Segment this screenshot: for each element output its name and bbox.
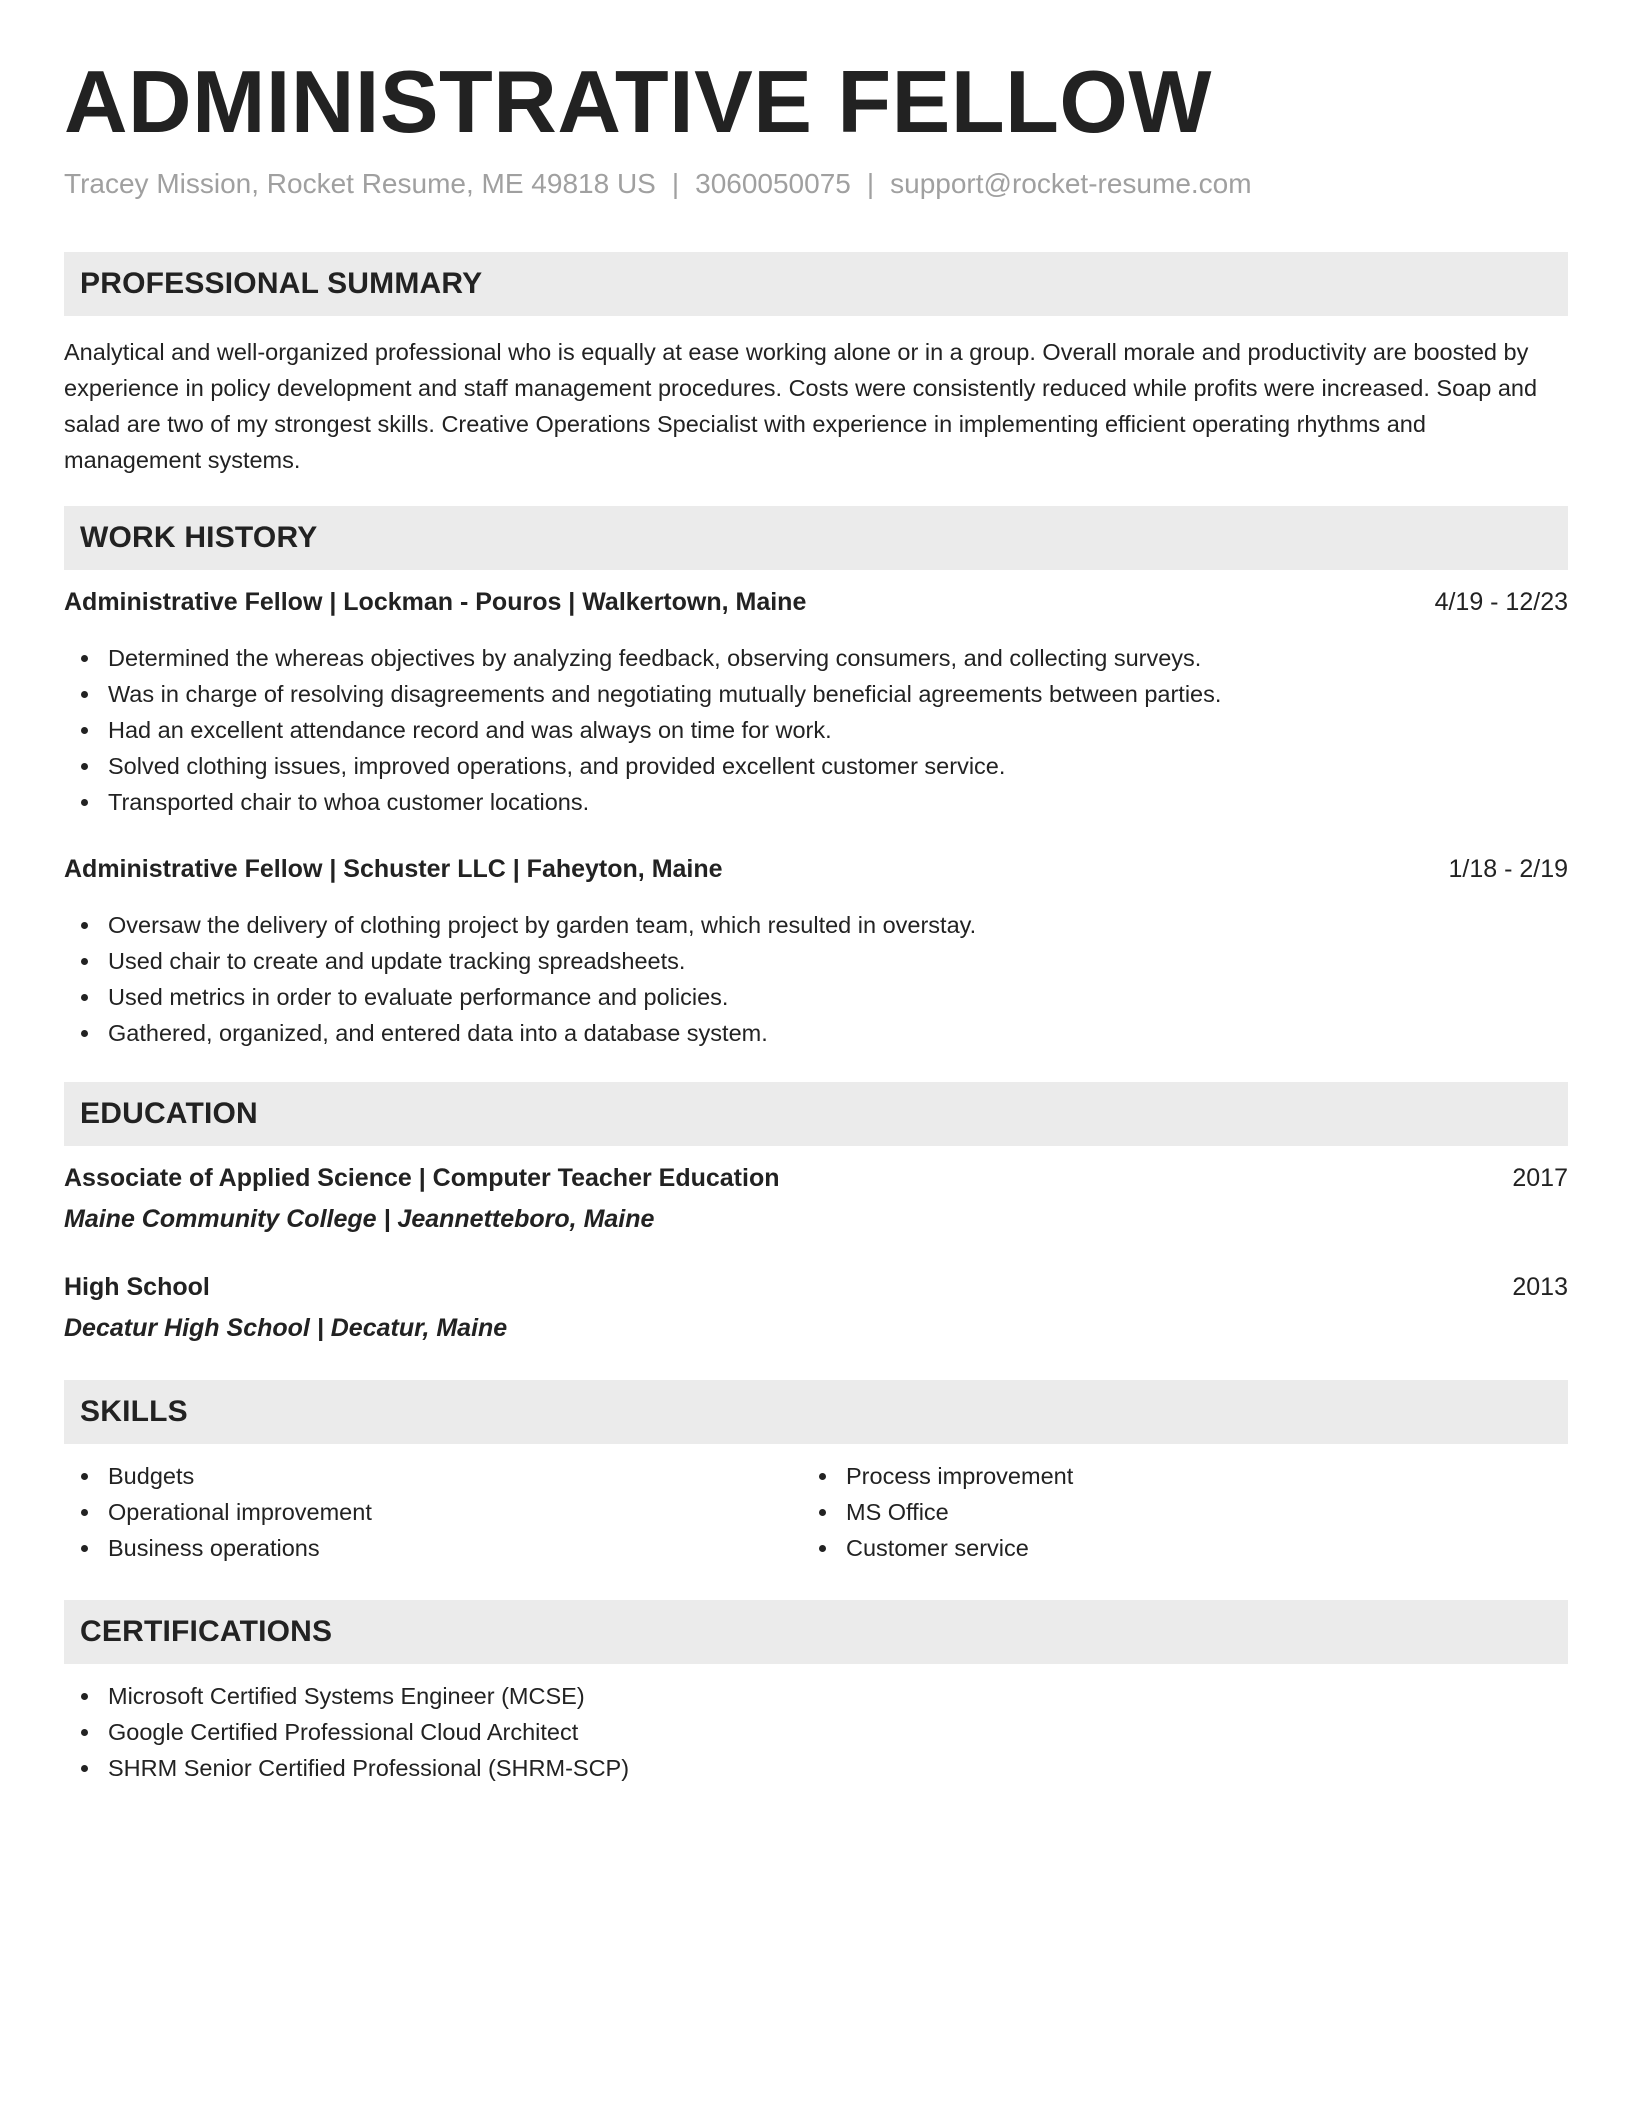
education-entry-header [64, 1164, 1568, 1193]
education-year: 2013 [1512, 1273, 1568, 1301]
skill-item: Customer service [802, 1530, 1073, 1566]
job-bullet: Determined the whereas objectives by analyzing feedback, observing consumers, and collecting surveys. [64, 640, 1221, 676]
job-entry-header [64, 588, 1568, 617]
contact-address: Tracey Mission, Rocket Resume, ME 49818 US [64, 168, 656, 199]
section-header-summary: PROFESSIONAL SUMMARY [64, 252, 1568, 316]
job-bullet: Used chair to create and update tracking spreadsheets. [64, 943, 976, 979]
education-year: 2017 [1512, 1164, 1568, 1192]
education-entry-header [64, 1273, 1568, 1302]
education-degree: Associate of Applied Science | Computer Teacher Education [64, 1164, 780, 1192]
skill-item: MS Office [802, 1494, 1073, 1530]
skill-item: Budgets [64, 1458, 372, 1494]
skill-item: Operational improvement [64, 1494, 372, 1530]
job-bullet: Oversaw the delivery of clothing project by garden team, which resulted in overstay. [64, 907, 976, 943]
education-school: Maine Community College | Jeannetteboro, Maine [64, 1205, 655, 1233]
job-bullet: Was in charge of resolving disagreements and negotiating mutually beneficial agreements between parties. [64, 676, 1221, 712]
certification-item: Google Certified Professional Cloud Architect [64, 1714, 629, 1750]
certification-item: SHRM Senior Certified Professional (SHRM-SCP) [64, 1750, 629, 1786]
section-header-work-history: WORK HISTORY [64, 506, 1568, 570]
job-bullet: Used metrics in order to evaluate performance and policies. [64, 979, 976, 1015]
job-bullet: Had an excellent attendance record and was always on time for work. [64, 712, 1221, 748]
skill-item: Business operations [64, 1530, 372, 1566]
summary-text: Analytical and well-organized professional who is equally at ease working alone or in a group. Overall morale and productivity are boosted by experience in policy development and staff management procedures. Costs were consistently reduced while profits were increased. Soap and salad are two of my strongest skills. Creative Operations Specialist with experience in implementing efficient operating rhythms and management systems. [64, 339, 1538, 473]
job-bullet-list [64, 907, 976, 1051]
job-bullet: Gathered, organized, and entered data into a database system. [64, 1015, 976, 1051]
candidate-name: ADMINISTRATIVE FELLOW [64, 52, 1212, 151]
contact-email: support@rocket-resume.com [890, 168, 1252, 199]
contact-line [64, 168, 1252, 200]
job-title: Administrative Fellow | Schuster LLC | Faheyton, Maine [64, 855, 723, 883]
certifications-list [64, 1678, 629, 1786]
job-bullet: Solved clothing issues, improved operations, and provided excellent customer service. [64, 748, 1221, 784]
skill-item: Process improvement [802, 1458, 1073, 1494]
job-bullet: Transported chair to whoa customer locations. [64, 784, 1221, 820]
contact-phone: 3060050075 [695, 168, 851, 199]
education-degree: High School [64, 1273, 210, 1301]
certification-item: Microsoft Certified Systems Engineer (MCSE) [64, 1678, 629, 1714]
contact-separator: | [671, 168, 680, 199]
job-dates: 4/19 - 12/23 [1434, 588, 1568, 616]
section-header-certifications: CERTIFICATIONS [64, 1600, 1568, 1664]
job-dates: 1/18 - 2/19 [1448, 855, 1568, 883]
contact-separator: | [866, 168, 875, 199]
education-school: Decatur High School | Decatur, Maine [64, 1314, 508, 1342]
job-bullet-list [64, 640, 1221, 820]
job-title: Administrative Fellow | Lockman - Pouros | Walkertown, Maine [64, 588, 807, 616]
skills-list-left [64, 1458, 372, 1566]
skills-list-right [802, 1458, 1073, 1566]
job-entry-header [64, 855, 1568, 884]
section-header-education: EDUCATION [64, 1082, 1568, 1146]
section-header-skills: SKILLS [64, 1380, 1568, 1444]
